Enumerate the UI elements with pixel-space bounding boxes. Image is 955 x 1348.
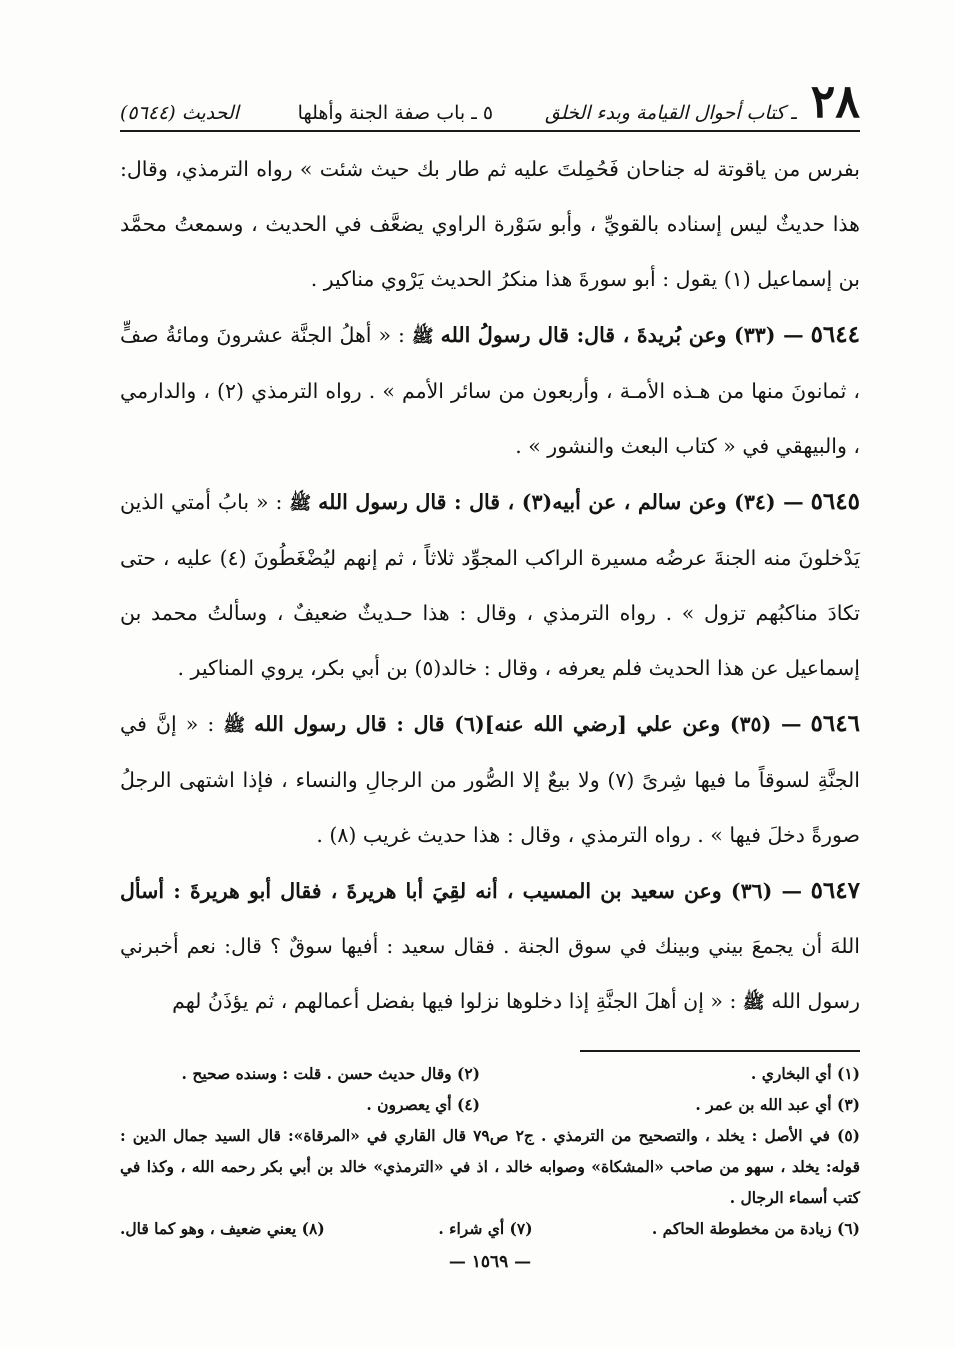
page-header	[120, 60, 860, 132]
hadith-text: : « بابُ أمتي الذين يَدْخلونَ منه الجنةَ عرضُه مسيرة الراكب المجوِّد ثلاثاً ، ثم إنهم ليُضْغَطُونَ (٤) عليه ، حتى تكادَ مناكبُهم تزول » . رواه الترمذي ، وقال : هذا حـديثٌ ضعيفٌ ، وسألتُ محمد بن إسماعيل عن هذا الحديث فلم يعرفه ، وقال : خالد(٥) بن أبي بكر، يروي المناكير .	[120, 490, 860, 680]
header-right	[297, 74, 860, 128]
hadith-5644	[120, 307, 860, 474]
hadith-narration: — (٣٥) وعن علي [رضي الله عنه](٦) قال : قال رسول الله	[254, 712, 802, 736]
paragraph-continuation: بفرس من ياقوتة له جناحان فَحُمِلتَ عليه ثم طار بك حيث شئت » رواه الترمذي، وقال: هذا حديثٌ ليس إسناده بالقويِّ ، وأبو سَوْرة الراوي يضعَّف في الحديث ، وسمعتُ محمَّد بن إسماعيل (١) يقول : أبو سورةَ هذا منكرُ الحديث يَرْوي مناكير .	[120, 157, 860, 291]
salutation-glyph: ﷺ	[223, 715, 246, 736]
hadith-number: ٥٦٤٤	[810, 321, 860, 348]
hadith-narration: — (٣٣) وعن بُريدةَ ، قال: قال رسولُ الله	[440, 323, 804, 347]
footnote-4: (٤) أي يعصرون .	[366, 1095, 480, 1114]
footnote-7: (٧) أي شراء .	[438, 1219, 533, 1238]
hadith-text: : « إنَّ في الجنَّةِ لسوقاً ما فيها شِرىً (٧) ولا بيعٌ إلا الصُّور من الرجالِ والنساء ، فإذا اشتهى الرجلُ صورةً دخلَ فيها » . رواه الترمذي ، وقال : هذا حديث غريب (٨) .	[120, 712, 860, 847]
hadith-number: ٥٦٤٥	[810, 488, 860, 515]
footnote-6: (٦) زيادة من مخطوطة الحاكم .	[651, 1219, 860, 1238]
salutation-glyph: ﷺ	[289, 493, 312, 514]
book-page	[120, 60, 860, 1270]
hadith-text: : « أهلُ الجنَّة عشرونَ ومائةُ صفٍّ ، ثمانونَ منها من هـذه الأمـة ، وأربعون من سائر الأمم » . رواه الترمذي (٢) ، والدارمي ، والبيهقي في « كتاب البعث والنشور » .	[120, 323, 860, 458]
footnote-divider	[580, 1050, 860, 1052]
hadith-text: اللهَ أن يجمعَ بيني وبينك في سوق الجنة . فقال سعيد : أفيها سوقٌ ؟ قال: نعم أخبرني رسول الله	[120, 934, 860, 1013]
footnote-3: (٣) أي عبد الله بن عمر .	[695, 1095, 860, 1114]
hadith-5646	[120, 696, 860, 863]
section-title: ٥ ـ باب صفة الجنة وأهلها	[297, 102, 494, 124]
footnote-row	[120, 1058, 860, 1089]
hadith-number: ٥٦٤٧	[810, 877, 860, 904]
footnote-1: (١) أي البخاري .	[750, 1064, 860, 1083]
chapter-number: ٢٨	[810, 74, 860, 128]
page-number: — ١٥٦٩ —	[448, 1252, 532, 1272]
footnote-5: (٥) في الأصل : يخلد ، والتصحيح من الترمذي . ج٢ ص٧٩ قال القاري في «المرقاة»: قال السيد جمال الدين : قوله: يخلد ، سهو من صاحب «المشكاة» وصوابه خالد ، اذ في «الترمذي» خالد بن أبي بكر رحمه الله ، وكذا في كتب أسماء الرجال .	[120, 1126, 861, 1207]
hadith-narration: — (٣٦) وعن سعيد بن المسيب ، أنه لقِيَ أبا هريرةَ ، فقال أبو هريرةَ : أسأل	[120, 879, 802, 903]
footnote-row	[120, 1213, 860, 1244]
hadith-reference: الحديث (٥٦٤٤)	[120, 102, 239, 124]
salutation-glyph: ﷺ	[742, 992, 765, 1013]
footnote-row	[120, 1089, 860, 1120]
main-text	[120, 142, 860, 1030]
chapter-title: ـ كتاب أحوال القيامة وبدء الخلق	[545, 102, 797, 124]
hadith-narration: — (٣٤) وعن سالم ، عن أبيه(٣) ، قال : قال رسول الله	[318, 490, 804, 514]
footnote-8: (٨) يعني ضعيف ، وهو كما قال.	[120, 1219, 325, 1238]
footnotes	[120, 1058, 860, 1244]
salutation-glyph: ﷺ	[411, 326, 434, 347]
hadith-text-continued: : « إن أهلَ الجنَّةِ إذا دخلوها نزلوا فيها بفضل أعمالهم ، ثم يؤذَنُ لهم	[172, 989, 737, 1013]
hadith-5645	[120, 474, 860, 696]
hadith-5647	[120, 863, 860, 1030]
hadith-number: ٥٦٤٦	[810, 710, 860, 737]
footnote-2: (٢) وقال حديث حسن . قلت : وسنده صحيح .	[181, 1064, 480, 1083]
